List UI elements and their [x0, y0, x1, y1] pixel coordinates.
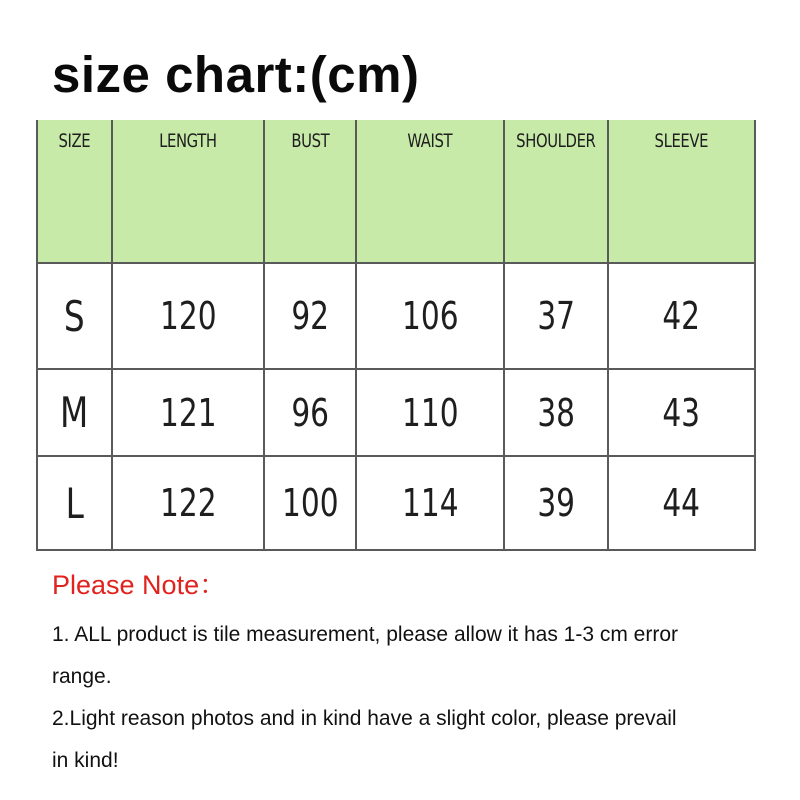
table-cell-waist: 110: [356, 369, 504, 456]
table-cell-size: L: [37, 456, 112, 550]
table-cell-length: 120: [112, 263, 264, 369]
table-cell-size: M: [37, 369, 112, 456]
table-cell-bust: 92: [264, 263, 356, 369]
table-cell-length: 121: [112, 369, 264, 456]
note-line-2-continued: in kind!: [52, 749, 119, 772]
table-row: [37, 263, 755, 369]
table-cell-size: S: [37, 263, 112, 369]
table-row: [37, 456, 755, 550]
column-header-waist: WAIST: [356, 120, 504, 263]
page-title: size chart:(cm): [52, 46, 420, 103]
table-cell-waist: 106: [356, 263, 504, 369]
table-cell-shoulder: 38: [504, 369, 608, 456]
note-title: Please Note：: [52, 570, 227, 600]
table-cell-waist: 114: [356, 456, 504, 550]
column-header-bust: BUST: [264, 120, 356, 263]
column-header-sleeve: SLEEVE: [608, 120, 755, 263]
table-cell-bust: 96: [264, 369, 356, 456]
table-cell-length: 122: [112, 456, 264, 550]
size-chart-table: [36, 120, 756, 551]
table-row: [37, 369, 755, 456]
note-line-2: 2.Light reason photos and in kind have a slight color, please prevail: [52, 707, 677, 730]
table-cell-sleeve: 42: [608, 263, 755, 369]
column-header-length: LENGTH: [112, 120, 264, 263]
table-cell-sleeve: 44: [608, 456, 755, 550]
table-cell-bust: 100: [264, 456, 356, 550]
note-line-1: 1. ALL product is tile measurement, please allow it has 1-3 cm error: [52, 623, 679, 646]
column-header-shoulder: SHOULDER: [504, 120, 608, 263]
table-cell-shoulder: 39: [504, 456, 608, 550]
table-cell-sleeve: 43: [608, 369, 755, 456]
note-line-1-continued: range.: [52, 665, 112, 688]
table-cell-shoulder: 37: [504, 263, 608, 369]
column-header-size: SIZE: [37, 120, 112, 263]
table-header-row: [37, 120, 755, 263]
